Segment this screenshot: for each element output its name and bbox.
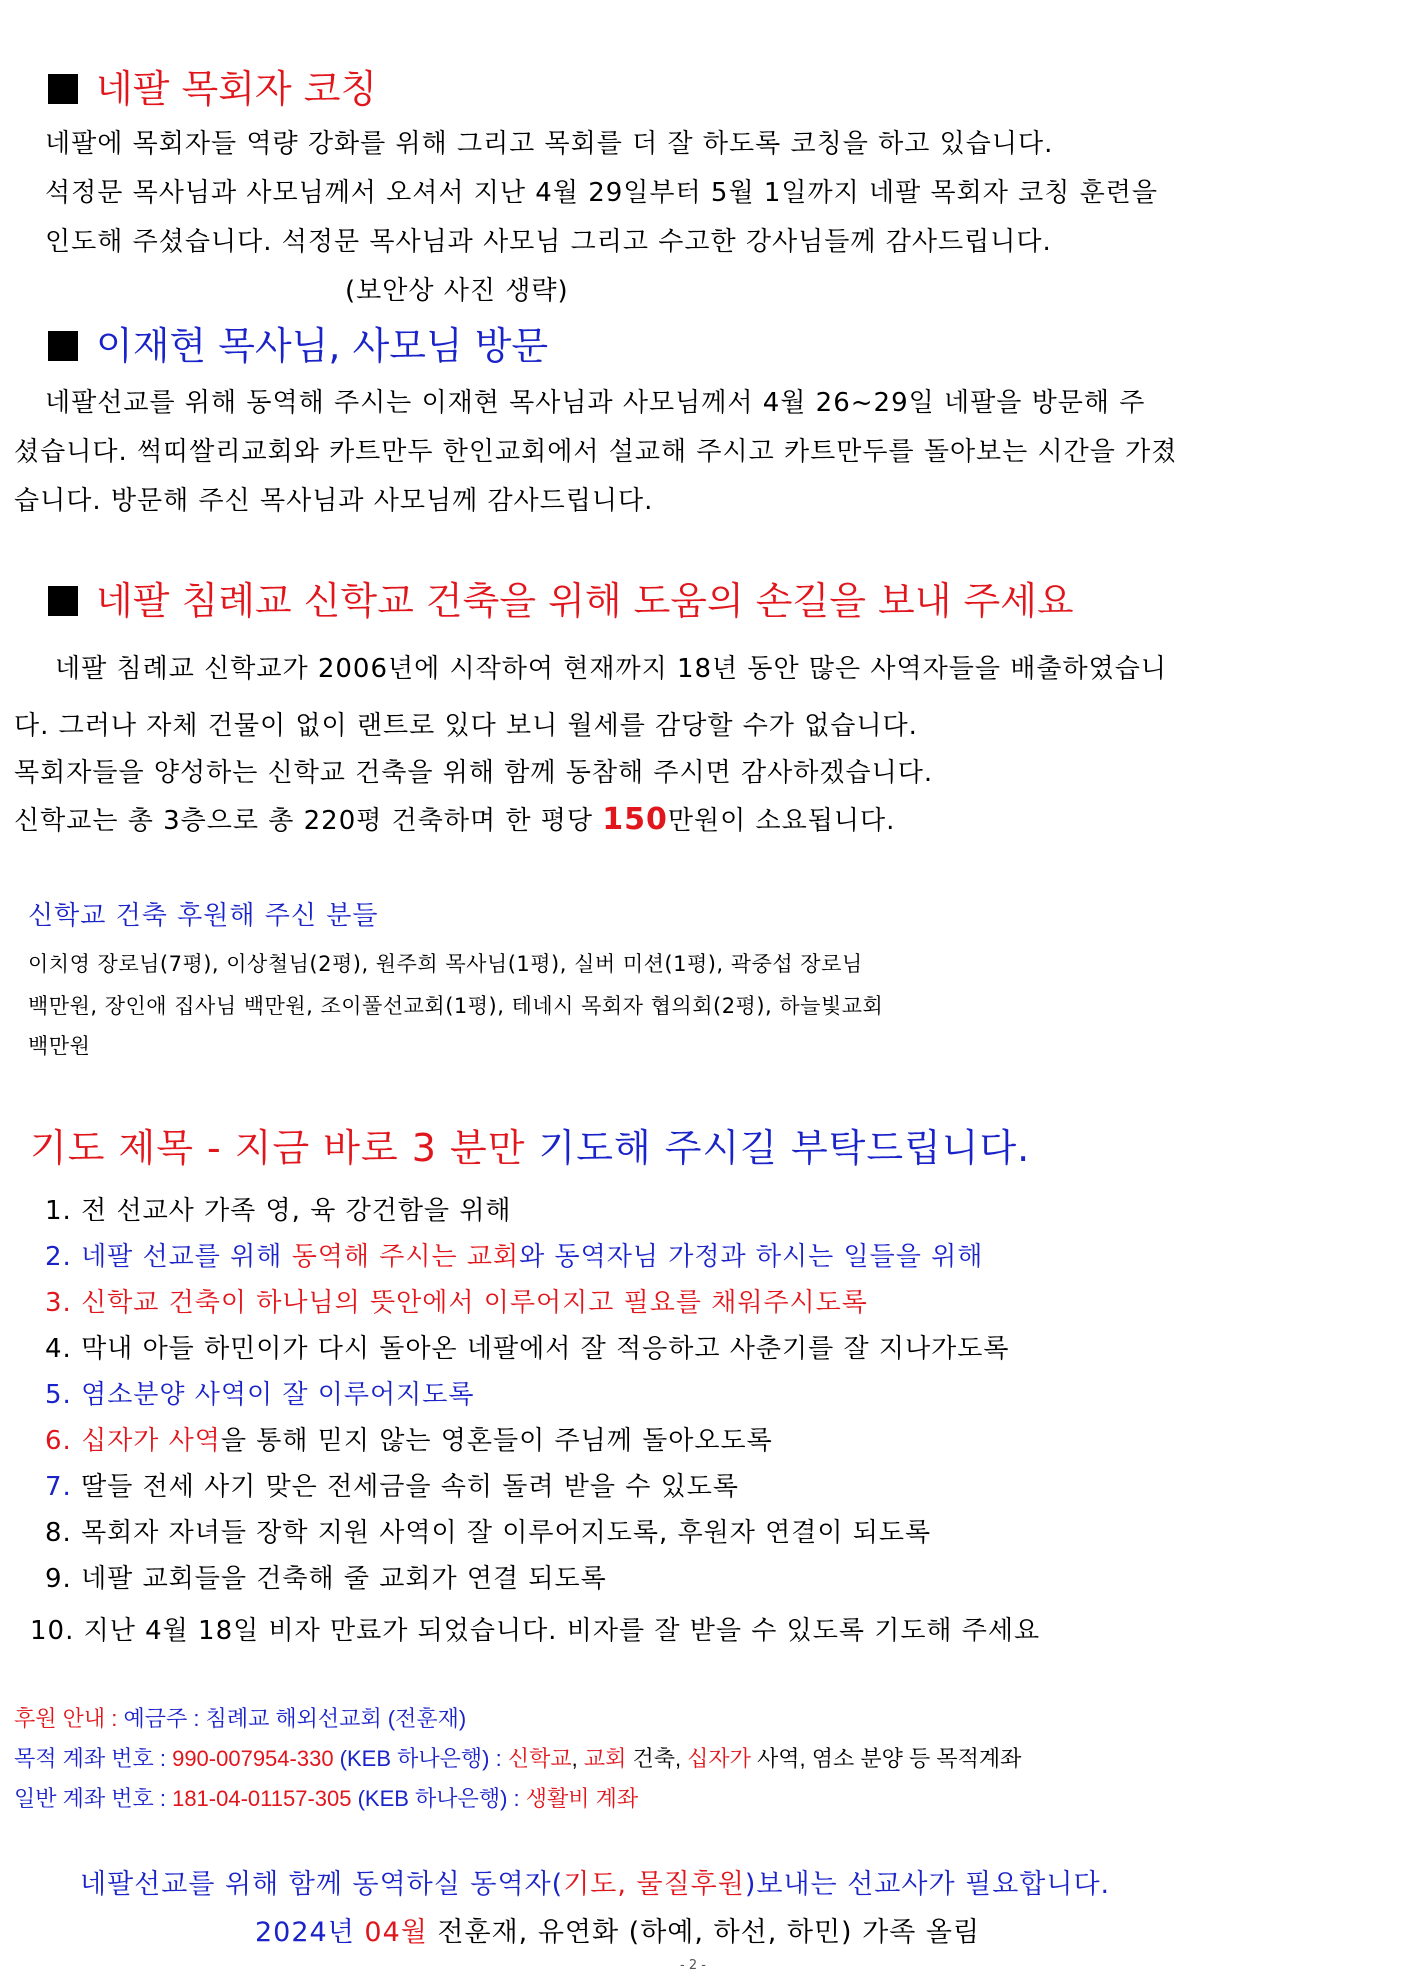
square-bullet-icon (48, 74, 78, 104)
seminary-cost-line: 신학교는 총 3층으로 총 220평 건축하며 한 평당 150만원이 소요됩니다. (14, 802, 896, 837)
prayer-heading: 기도 제목 - 지금 바로 3 분만 기도해 주시길 부탁드립니다. (30, 1126, 1031, 1170)
seminary-title: 네팔 침례교 신학교 건축을 위해 도움의 손길을 보내 주세요 (96, 579, 1074, 623)
coaching-line-1: 네팔에 목회자들 역량 강화를 위해 그리고 목회를 더 잘 하도록 코칭을 하고 있습니다. (45, 129, 1054, 159)
visit-heading (48, 315, 548, 370)
seminary-line-3: 목회자들을 양성하는 신학교 건축을 위해 함께 동참해 주시면 감사하겠습니다. (14, 758, 934, 788)
visit-line-2: 셨습니다. 썩띠쌀리교회와 카트만두 한인교회에서 설교해 주시고 카트만두를 돌아보는 시간을 가졌 (14, 437, 1178, 467)
donors-line-3: 백만원 (28, 1034, 91, 1058)
donors-line-2: 백만원, 장인애 집사님 백만원, 조이풀선교회(1평), 테네시 목회자 협의회(2평), 하늘빛교회 (28, 994, 884, 1018)
square-bullet-icon (48, 331, 78, 361)
visit-line-1: 네팔선교를 위해 동역해 주시는 이재현 목사님과 사모님께서 4월 26~29일 네팔을 방문해 주 (45, 388, 1146, 418)
visit-title: 이재현 목사님, 사모님 방문 (96, 324, 549, 368)
donors-line-1: 이치영 장로님(7평), 이상철님(2평), 원주희 목사님(1평), 실버 미션(1평), 곽중섭 장로님 (28, 952, 863, 976)
prayer-item-1: 1. 전 선교사 가족 영, 육 강건함을 위해 (45, 1196, 512, 1226)
coaching-line-2: 석정문 목사님과 사모님께서 오셔서 지난 4월 29일부터 5월 1일까지 네팔 목회자 코칭 훈련을 (45, 178, 1158, 208)
seminary-heading (48, 570, 1074, 625)
cost-amount: 150 (602, 802, 668, 837)
prayer-item-6: 6. 십자가 사역을 통해 믿지 않는 영혼들이 주님께 돌아오도록 (45, 1426, 773, 1456)
square-bullet-icon (48, 586, 78, 616)
seminary-line-2: 다. 그러나 자체 건물이 없이 랜트로 있다 보니 월세를 감당할 수가 없습니다. (14, 711, 918, 741)
prayer-item-10: 10. 지난 4월 18일 비자 만료가 되었습니다. 비자를 잘 받을 수 있도록 기도해 주세요 (30, 1616, 1041, 1646)
support-line-2: 목적 계좌 번호 : 990-007954-330 (KEB 하나은행) : 신학교, 교회 건축, 십자가 사역, 염소 분양 등 목적계좌 (14, 1746, 1022, 1771)
visit-line-3: 습니다. 방문해 주신 목사님과 사모님께 감사드립니다. (14, 486, 654, 516)
support-line-3: 일반 계좌 번호 : 181-04-01157-305 (KEB 하나은행) : 생활비 계좌 (14, 1786, 639, 1811)
prayer-item-2: 2. 네팔 선교를 위해 동역해 주시는 교회와 동역자님 가정과 하시는 일들을 위해 (45, 1242, 984, 1272)
prayer-item-8: 8. 목회자 자녀들 장학 지원 사역이 잘 이루어지도록, 후원자 연결이 되도록 (45, 1518, 932, 1548)
coaching-line-3: 인도해 주셨습니다. 석정문 목사님과 사모님 그리고 수고한 강사님들께 감사드립니다. (45, 227, 1052, 257)
closing-line-2: 2024년 04월 전훈재, 유연화 (하예, 하선, 하민) 가족 올림 (255, 1917, 981, 1948)
prayer-item-3: 3. 신학교 건축이 하나님의 뜻안에서 이루어지고 필요를 채워주시도록 (45, 1288, 868, 1318)
page-number: - 2 - (680, 1958, 706, 1973)
seminary-line-1: 네팔 침례교 신학교가 2006년에 시작하여 현재까지 18년 동안 많은 사역자들을 배출하였습니 (55, 654, 1167, 684)
photo-omitted-note: (보안상 사진 생략) (345, 276, 569, 306)
prayer-item-7: 7. 딸들 전세 사기 맞은 전세금을 속히 돌려 받을 수 있도록 (45, 1472, 740, 1502)
coaching-heading (48, 58, 377, 113)
coaching-title: 네팔 목회자 코칭 (96, 67, 378, 111)
donors-title: 신학교 건축 후원해 주신 분들 (28, 901, 379, 931)
closing-line-1: 네팔선교를 위해 함께 동역하실 동역자(기도, 물질후원)보내는 선교사가 필요합니다. (80, 1869, 1111, 1900)
prayer-item-5: 5. 염소분양 사역이 잘 이루어지도록 (45, 1380, 475, 1410)
prayer-item-4: 4. 막내 아들 하민이가 다시 돌아온 네팔에서 잘 적응하고 사춘기를 잘 지나가도록 (45, 1334, 1010, 1364)
support-line-1: 후원 안내 : 예금주 : 침례교 해외선교회 (전훈재) (14, 1706, 467, 1731)
prayer-item-9: 9. 네팔 교회들을 건축해 줄 교회가 연결 되도록 (45, 1564, 607, 1594)
